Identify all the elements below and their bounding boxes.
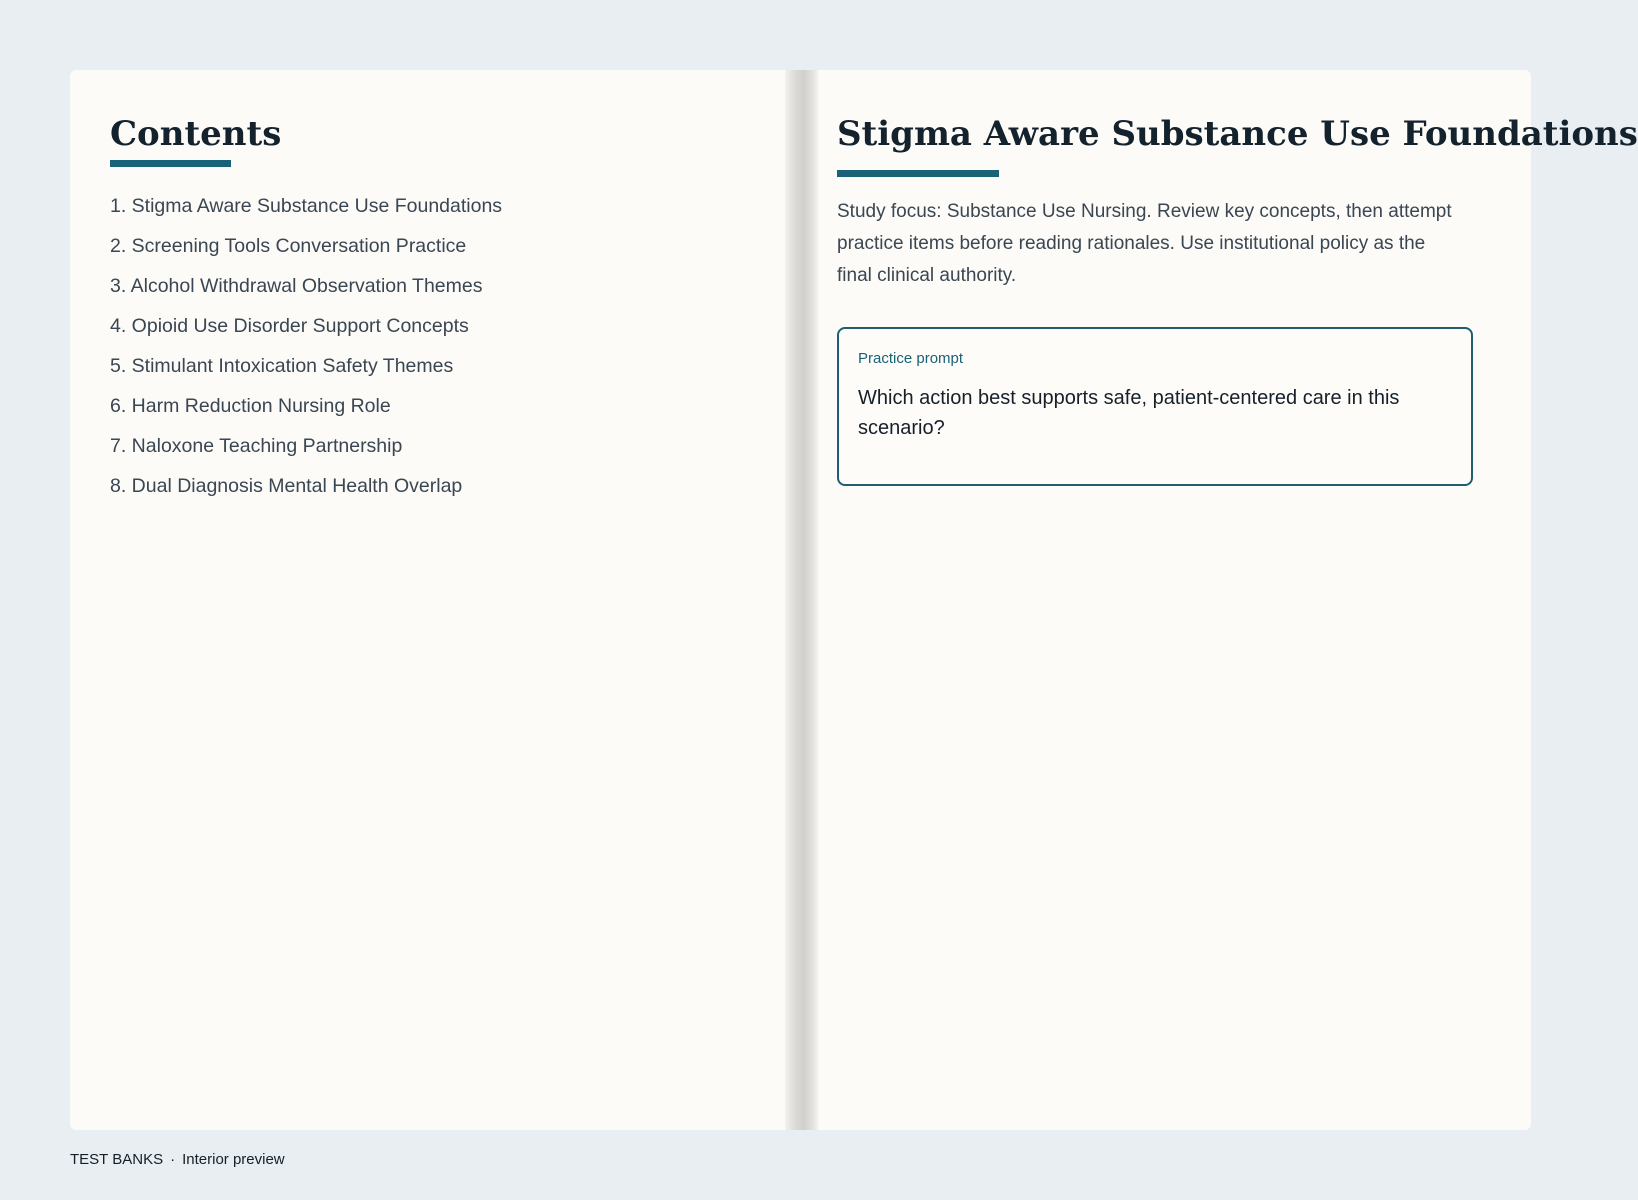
footer	[70, 1150, 285, 1170]
toc-item[interactable]: 4. Opioid Use Disorder Support Concepts	[110, 315, 469, 337]
toc-item[interactable]: 5. Stimulant Intoxication Safety Themes	[110, 355, 454, 377]
toc-list	[110, 186, 502, 506]
toc-title: Contents	[110, 114, 282, 154]
practice-prompt-label: Practice prompt	[858, 350, 964, 367]
left-page	[70, 70, 785, 1130]
toc-item[interactable]: 8. Dual Diagnosis Mental Health Overlap	[110, 475, 463, 497]
study-focus-text: Study focus: Substance Use Nursing. Review key concepts, then attempt practice items before reading rationales. Use institutional policy as the final clinical authority.	[837, 201, 1452, 286]
book-spine	[785, 70, 819, 1130]
chapter-title: Stigma Aware Substance Use Foundations	[837, 114, 1638, 154]
chapter-title-underline	[837, 170, 999, 177]
practice-prompt-question: Which action best supports safe, patient-centered care in this scenario?	[858, 387, 1400, 439]
toc-item[interactable]: 7. Naloxone Teaching Partnership	[110, 435, 403, 457]
footer-caption: Interior preview	[182, 1151, 285, 1168]
footer-separator: ·	[170, 1151, 176, 1168]
toc-item[interactable]: 1. Stigma Aware Substance Use Foundations	[110, 195, 503, 217]
toc-title-underline	[110, 160, 231, 167]
practice-prompt-card	[837, 327, 1473, 486]
footer-brand: TEST BANKS	[70, 1151, 164, 1168]
toc-item[interactable]: 6. Harm Reduction Nursing Role	[110, 395, 391, 417]
book-spread	[70, 70, 1638, 1130]
right-page	[819, 70, 1638, 1130]
toc-item[interactable]: 2. Screening Tools Conversation Practice	[110, 235, 467, 257]
toc-item[interactable]: 3. Alcohol Withdrawal Observation Themes	[110, 275, 483, 297]
